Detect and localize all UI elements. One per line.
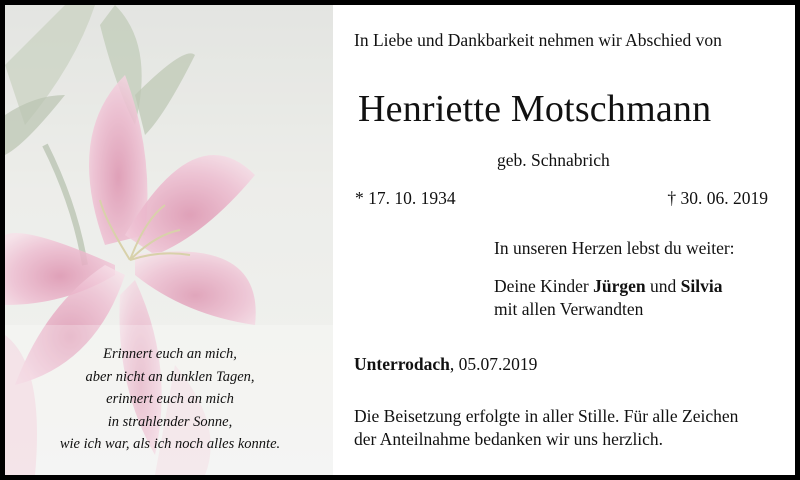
place-name: Unterrodach (354, 354, 450, 374)
intro-line: In Liebe und Dankbarkeit nehmen wir Abschied von (354, 30, 722, 50)
poem-line: in strahlender Sonne, (107, 413, 233, 430)
obituary-card (5, 5, 795, 475)
poem-line: erinnert euch an mich (106, 391, 234, 407)
birth-date: * 17. 10. 1934 (355, 188, 456, 208)
death-date: † 30. 06. 2019 (667, 188, 768, 208)
burial-note-line: der Anteilnahme bedanken wir uns herzlich. (354, 429, 664, 449)
poem-line: wie ich war, als ich noch alles konnte. (59, 436, 281, 452)
place-date (354, 354, 537, 375)
relatives-line: mit allen Verwandten (494, 299, 644, 319)
poem-line: Erinnert euch an mich, (103, 346, 237, 362)
child-name: Jürgen (593, 276, 646, 296)
child-name: Silvia (680, 276, 723, 296)
poem (25, 343, 315, 456)
family-conjunction: und (645, 276, 681, 296)
notice-date: , 05.07.2019 (449, 354, 538, 374)
family-signature (494, 275, 722, 321)
lily-photo (5, 5, 333, 475)
maiden-name: geb. Schnabrich (497, 150, 610, 170)
poem-line: aber nicht an dunklen Tagen, (85, 368, 255, 385)
deceased-name: Henriette Motschmann (358, 88, 712, 130)
family-prefix: Deine Kinder (494, 276, 594, 296)
burial-note (354, 405, 774, 451)
hearts-line: In unseren Herzen lebst du weiter: (494, 238, 735, 258)
burial-note-line: Die Beisetzung erfolgte in aller Stille. Für alle Zeichen (354, 406, 739, 426)
